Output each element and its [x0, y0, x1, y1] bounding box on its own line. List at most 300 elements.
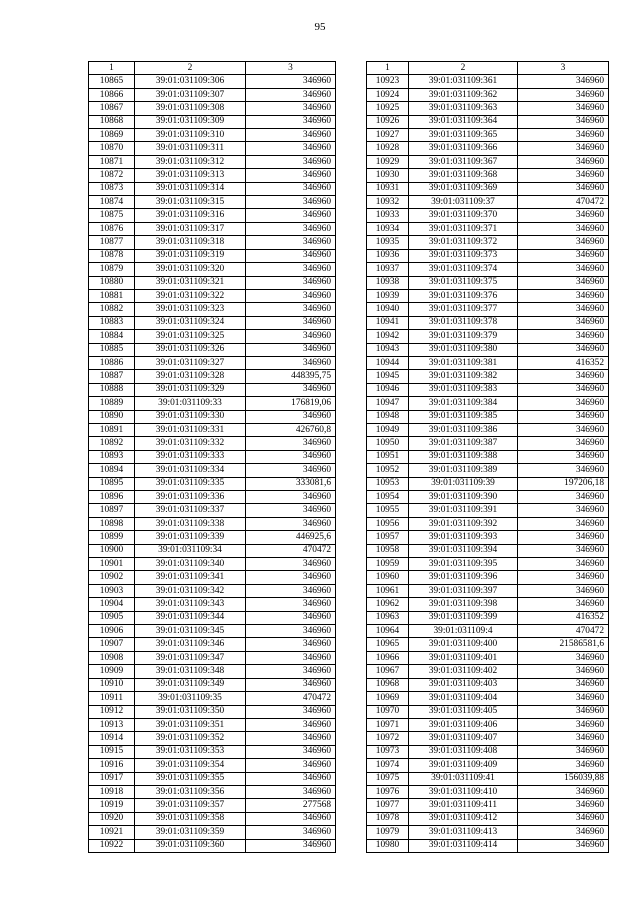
row-number-cell: 10952 [367, 464, 409, 477]
cadastral-number-cell: 39:01:031109:326 [135, 343, 246, 356]
value-cell: 346960 [518, 222, 609, 235]
row-number-cell: 10881 [89, 289, 135, 302]
table-header-row [367, 62, 609, 75]
row-number-cell: 10967 [367, 665, 409, 678]
table-row [367, 450, 609, 463]
table-row [367, 316, 609, 329]
cadastral-number-cell: 39:01:031109:321 [135, 276, 246, 289]
row-number-cell: 10980 [367, 839, 409, 852]
table-row [89, 732, 336, 745]
value-cell: 346960 [246, 745, 336, 758]
row-number-cell: 10891 [89, 423, 135, 436]
cadastral-number-cell: 39:01:031109:400 [409, 638, 518, 651]
row-number-cell: 10975 [367, 772, 409, 785]
table-row [367, 330, 609, 343]
table-row [367, 343, 609, 356]
value-cell: 346960 [518, 370, 609, 383]
table-row [89, 423, 336, 436]
value-cell: 346960 [518, 651, 609, 664]
value-cell: 346960 [518, 584, 609, 597]
cadastral-number-cell: 39:01:031109:41 [409, 772, 518, 785]
value-cell: 346960 [246, 289, 336, 302]
row-number-cell: 10962 [367, 598, 409, 611]
row-number-cell: 10909 [89, 665, 135, 678]
row-number-cell: 10915 [89, 745, 135, 758]
table-row [367, 397, 609, 410]
value-cell: 346960 [518, 330, 609, 343]
value-cell: 346960 [518, 88, 609, 101]
table-row [367, 196, 609, 209]
value-cell: 346960 [246, 839, 336, 852]
cadastral-number-cell: 39:01:031109:381 [409, 356, 518, 369]
value-cell: 346960 [518, 236, 609, 249]
row-number-cell: 10977 [367, 799, 409, 812]
cadastral-number-cell: 39:01:031109:355 [135, 772, 246, 785]
cadastral-number-cell: 39:01:031109:378 [409, 316, 518, 329]
table-row [367, 692, 609, 705]
row-number-cell: 10870 [89, 142, 135, 155]
table-row [89, 330, 336, 343]
cadastral-number-cell: 39:01:031109:369 [409, 182, 518, 195]
row-number-cell: 10884 [89, 330, 135, 343]
table-row [367, 169, 609, 182]
row-number-cell: 10897 [89, 504, 135, 517]
table-row [89, 705, 336, 718]
table-row [89, 115, 336, 128]
row-number-cell: 10922 [89, 839, 135, 852]
cadastral-number-cell: 39:01:031109:344 [135, 611, 246, 624]
cadastral-number-cell: 39:01:031109:394 [409, 544, 518, 557]
table-row [367, 611, 609, 624]
value-cell: 346960 [518, 745, 609, 758]
table-row [367, 477, 609, 490]
value-cell: 346960 [518, 276, 609, 289]
row-number-cell: 10890 [89, 410, 135, 423]
table-row [367, 571, 609, 584]
value-cell: 346960 [246, 759, 336, 772]
value-cell: 346960 [246, 155, 336, 168]
row-number-cell: 10874 [89, 196, 135, 209]
row-number-cell: 10875 [89, 209, 135, 222]
row-number-cell: 10866 [89, 88, 135, 101]
cadastral-number-cell: 39:01:031109:338 [135, 517, 246, 530]
table-row [367, 383, 609, 396]
value-cell: 470472 [518, 625, 609, 638]
row-number-cell: 10899 [89, 531, 135, 544]
table-row [89, 289, 336, 302]
table-row [367, 423, 609, 436]
value-cell: 346960 [246, 303, 336, 316]
value-cell: 346960 [518, 692, 609, 705]
column-header-1: 1 [367, 62, 409, 75]
row-number-cell: 10898 [89, 517, 135, 530]
cadastral-number-cell: 39:01:031109:309 [135, 115, 246, 128]
table-row [89, 611, 336, 624]
row-number-cell: 10913 [89, 718, 135, 731]
column-header-3: 3 [246, 62, 336, 75]
value-cell: 446925,6 [246, 531, 336, 544]
value-cell: 346960 [518, 115, 609, 128]
cadastral-number-cell: 39:01:031109:372 [409, 236, 518, 249]
value-cell: 346960 [518, 504, 609, 517]
table-row [89, 558, 336, 571]
table-row [367, 182, 609, 195]
row-number-cell: 10894 [89, 464, 135, 477]
row-number-cell: 10948 [367, 410, 409, 423]
row-number-cell: 10955 [367, 504, 409, 517]
value-cell: 346960 [518, 75, 609, 88]
value-cell: 346960 [246, 182, 336, 195]
cadastral-number-cell: 39:01:031109:377 [409, 303, 518, 316]
table-row [367, 236, 609, 249]
table-row [89, 718, 336, 731]
row-number-cell: 10932 [367, 196, 409, 209]
table-row [367, 410, 609, 423]
value-cell: 346960 [246, 772, 336, 785]
cadastral-number-cell: 39:01:031109:331 [135, 423, 246, 436]
table-row [367, 142, 609, 155]
value-cell: 346960 [246, 517, 336, 530]
table-row [367, 759, 609, 772]
table-row [367, 491, 609, 504]
value-cell: 346960 [246, 263, 336, 276]
value-cell: 346960 [246, 450, 336, 463]
table-row [89, 464, 336, 477]
value-cell: 156039,88 [518, 772, 609, 785]
cadastral-number-cell: 39:01:031109:407 [409, 732, 518, 745]
value-cell: 346960 [246, 129, 336, 142]
cadastral-number-cell: 39:01:031109:364 [409, 115, 518, 128]
value-cell: 346960 [246, 209, 336, 222]
table-left-body [89, 62, 336, 853]
value-cell: 346960 [246, 236, 336, 249]
data-table-right [366, 61, 609, 853]
value-cell: 346960 [518, 464, 609, 477]
row-number-cell: 10878 [89, 249, 135, 262]
table-row [367, 598, 609, 611]
row-number-cell: 10941 [367, 316, 409, 329]
value-cell: 21586581,6 [518, 638, 609, 651]
value-cell: 346960 [518, 142, 609, 155]
cadastral-number-cell: 39:01:031109:317 [135, 222, 246, 235]
row-number-cell: 10973 [367, 745, 409, 758]
value-cell: 470472 [518, 196, 609, 209]
value-cell: 346960 [518, 826, 609, 839]
table-row [89, 517, 336, 530]
cadastral-number-cell: 39:01:031109:315 [135, 196, 246, 209]
row-number-cell: 10944 [367, 356, 409, 369]
cadastral-number-cell: 39:01:031109:374 [409, 263, 518, 276]
value-cell: 346960 [246, 785, 336, 798]
row-number-cell: 10954 [367, 491, 409, 504]
cadastral-number-cell: 39:01:031109:379 [409, 330, 518, 343]
table-row [367, 638, 609, 651]
cadastral-number-cell: 39:01:031109:397 [409, 584, 518, 597]
table-row [89, 236, 336, 249]
cadastral-number-cell: 39:01:031109:334 [135, 464, 246, 477]
cadastral-number-cell: 39:01:031109:37 [409, 196, 518, 209]
row-number-cell: 10879 [89, 263, 135, 276]
value-cell: 346960 [246, 316, 336, 329]
cadastral-number-cell: 39:01:031109:412 [409, 812, 518, 825]
row-number-cell: 10872 [89, 169, 135, 182]
row-number-cell: 10971 [367, 718, 409, 731]
value-cell: 346960 [246, 88, 336, 101]
row-number-cell: 10942 [367, 330, 409, 343]
table-row [367, 558, 609, 571]
cadastral-number-cell: 39:01:031109:373 [409, 249, 518, 262]
row-number-cell: 10928 [367, 142, 409, 155]
column-header-3: 3 [518, 62, 609, 75]
row-number-cell: 10950 [367, 437, 409, 450]
row-number-cell: 10943 [367, 343, 409, 356]
value-cell: 346960 [246, 410, 336, 423]
table-row [367, 531, 609, 544]
cadastral-number-cell: 39:01:031109:398 [409, 598, 518, 611]
table-row [89, 772, 336, 785]
row-number-cell: 10896 [89, 491, 135, 504]
table-row [367, 263, 609, 276]
cadastral-number-cell: 39:01:031109:319 [135, 249, 246, 262]
value-cell: 346960 [518, 383, 609, 396]
table-row [89, 692, 336, 705]
row-number-cell: 10956 [367, 517, 409, 530]
table-row [89, 410, 336, 423]
row-number-cell: 10968 [367, 678, 409, 691]
value-cell: 346960 [518, 759, 609, 772]
table-row [367, 826, 609, 839]
cadastral-number-cell: 39:01:031109:356 [135, 785, 246, 798]
row-number-cell: 10960 [367, 571, 409, 584]
row-number-cell: 10964 [367, 625, 409, 638]
row-number-cell: 10953 [367, 477, 409, 490]
row-number-cell: 10918 [89, 785, 135, 798]
cadastral-number-cell: 39:01:031109:347 [135, 651, 246, 664]
value-cell: 346960 [518, 839, 609, 852]
cadastral-number-cell: 39:01:031109:358 [135, 812, 246, 825]
row-number-cell: 10916 [89, 759, 135, 772]
value-cell: 448395,75 [246, 370, 336, 383]
table-row [367, 517, 609, 530]
row-number-cell: 10883 [89, 316, 135, 329]
table-row [367, 129, 609, 142]
value-cell: 470472 [246, 692, 336, 705]
value-cell: 346960 [518, 598, 609, 611]
value-cell: 346960 [246, 651, 336, 664]
table-row [89, 196, 336, 209]
value-cell: 346960 [518, 665, 609, 678]
value-cell: 346960 [518, 249, 609, 262]
cadastral-number-cell: 39:01:031109:406 [409, 718, 518, 731]
row-number-cell: 10880 [89, 276, 135, 289]
table-row [89, 88, 336, 101]
value-cell: 426760,8 [246, 423, 336, 436]
value-cell: 346960 [518, 799, 609, 812]
table-row [89, 625, 336, 638]
cadastral-number-cell: 39:01:031109:322 [135, 289, 246, 302]
table-row [89, 759, 336, 772]
table-row [89, 129, 336, 142]
value-cell: 346960 [246, 343, 336, 356]
value-cell: 346960 [518, 491, 609, 504]
value-cell: 346960 [518, 423, 609, 436]
cadastral-number-cell: 39:01:031109:399 [409, 611, 518, 624]
cadastral-number-cell: 39:01:031109:357 [135, 799, 246, 812]
row-number-cell: 10869 [89, 129, 135, 142]
row-number-cell: 10947 [367, 397, 409, 410]
table-row [89, 437, 336, 450]
table-row [367, 678, 609, 691]
value-cell: 346960 [518, 558, 609, 571]
value-cell: 346960 [518, 102, 609, 115]
value-cell: 346960 [518, 437, 609, 450]
page-number: 95 [314, 21, 326, 33]
cadastral-number-cell: 39:01:031109:361 [409, 75, 518, 88]
row-number-cell: 10961 [367, 584, 409, 597]
cadastral-number-cell: 39:01:031109:410 [409, 785, 518, 798]
cadastral-number-cell: 39:01:031109:313 [135, 169, 246, 182]
table-row [89, 571, 336, 584]
value-cell: 346960 [246, 718, 336, 731]
row-number-cell: 10935 [367, 236, 409, 249]
cadastral-number-cell: 39:01:031109:351 [135, 718, 246, 731]
cadastral-number-cell: 39:01:031109:330 [135, 410, 246, 423]
cadastral-number-cell: 39:01:031109:340 [135, 558, 246, 571]
row-number-cell: 10939 [367, 289, 409, 302]
value-cell: 346960 [518, 571, 609, 584]
cadastral-number-cell: 39:01:031109:336 [135, 491, 246, 504]
value-cell: 346960 [518, 343, 609, 356]
table-row [367, 464, 609, 477]
value-cell: 346960 [518, 129, 609, 142]
table-row [367, 812, 609, 825]
row-number-cell: 10927 [367, 129, 409, 142]
row-number-cell: 10946 [367, 383, 409, 396]
table-row [89, 370, 336, 383]
value-cell: 197206,18 [518, 477, 609, 490]
cadastral-number-cell: 39:01:031109:384 [409, 397, 518, 410]
cadastral-number-cell: 39:01:031109:367 [409, 155, 518, 168]
value-cell: 346960 [246, 732, 336, 745]
table-row [367, 249, 609, 262]
row-number-cell: 10951 [367, 450, 409, 463]
row-number-cell: 10974 [367, 759, 409, 772]
cadastral-number-cell: 39:01:031109:402 [409, 665, 518, 678]
value-cell: 176819,06 [246, 397, 336, 410]
value-cell: 346960 [246, 812, 336, 825]
row-number-cell: 10979 [367, 826, 409, 839]
cadastral-number-cell: 39:01:031109:312 [135, 155, 246, 168]
table-row [89, 102, 336, 115]
row-number-cell: 10965 [367, 638, 409, 651]
cadastral-number-cell: 39:01:031109:360 [135, 839, 246, 852]
table-row [89, 397, 336, 410]
table-row [367, 303, 609, 316]
column-header-2: 2 [135, 62, 246, 75]
row-number-cell: 10959 [367, 558, 409, 571]
cadastral-number-cell: 39:01:031109:311 [135, 142, 246, 155]
row-number-cell: 10893 [89, 450, 135, 463]
table-row [367, 732, 609, 745]
cadastral-number-cell: 39:01:031109:308 [135, 102, 246, 115]
row-number-cell: 10905 [89, 611, 135, 624]
cadastral-number-cell: 39:01:031109:389 [409, 464, 518, 477]
row-number-cell: 10925 [367, 102, 409, 115]
row-number-cell: 10876 [89, 222, 135, 235]
row-number-cell: 10895 [89, 477, 135, 490]
cadastral-number-cell: 39:01:031109:363 [409, 102, 518, 115]
value-cell: 346960 [518, 316, 609, 329]
table-row [367, 718, 609, 731]
cadastral-number-cell: 39:01:031109:325 [135, 330, 246, 343]
cadastral-number-cell: 39:01:031109:413 [409, 826, 518, 839]
value-cell: 346960 [518, 812, 609, 825]
table-row [367, 209, 609, 222]
table-row [367, 705, 609, 718]
table-row [89, 142, 336, 155]
table-row [367, 785, 609, 798]
cadastral-number-cell: 39:01:031109:328 [135, 370, 246, 383]
cadastral-number-cell: 39:01:031109:390 [409, 491, 518, 504]
table-header-row [89, 62, 336, 75]
table-row [367, 437, 609, 450]
table-row [89, 826, 336, 839]
row-number-cell: 10940 [367, 303, 409, 316]
table-row [367, 544, 609, 557]
value-cell: 277568 [246, 799, 336, 812]
value-cell: 346960 [246, 665, 336, 678]
cadastral-number-cell: 39:01:031109:307 [135, 88, 246, 101]
value-cell: 346960 [518, 155, 609, 168]
cadastral-number-cell: 39:01:031109:341 [135, 571, 246, 584]
row-number-cell: 10888 [89, 383, 135, 396]
row-number-cell: 10911 [89, 692, 135, 705]
row-number-cell: 10910 [89, 678, 135, 691]
table-row [367, 88, 609, 101]
table-row [89, 209, 336, 222]
value-cell: 346960 [518, 263, 609, 276]
table-row [367, 504, 609, 517]
table-row [89, 651, 336, 664]
table-row [89, 182, 336, 195]
table-row [89, 785, 336, 798]
value-cell: 346960 [518, 410, 609, 423]
table-row [367, 839, 609, 852]
table-row [89, 356, 336, 369]
row-number-cell: 10978 [367, 812, 409, 825]
cadastral-number-cell: 39:01:031109:4 [409, 625, 518, 638]
table-row [89, 450, 336, 463]
data-table-left [88, 61, 336, 853]
table-row [367, 625, 609, 638]
cadastral-number-cell: 39:01:031109:376 [409, 289, 518, 302]
cadastral-number-cell: 39:01:031109:35 [135, 692, 246, 705]
cadastral-number-cell: 39:01:031109:306 [135, 75, 246, 88]
cadastral-number-cell: 39:01:031109:339 [135, 531, 246, 544]
value-cell: 346960 [246, 437, 336, 450]
table-row [89, 799, 336, 812]
value-cell: 346960 [518, 718, 609, 731]
table-row [367, 276, 609, 289]
row-number-cell: 10868 [89, 115, 135, 128]
value-cell: 346960 [246, 464, 336, 477]
cadastral-number-cell: 39:01:031109:401 [409, 651, 518, 664]
table-right-body [367, 62, 609, 853]
table-row [89, 276, 336, 289]
cadastral-number-cell: 39:01:031109:391 [409, 504, 518, 517]
value-cell: 470472 [246, 544, 336, 557]
cadastral-number-cell: 39:01:031109:323 [135, 303, 246, 316]
